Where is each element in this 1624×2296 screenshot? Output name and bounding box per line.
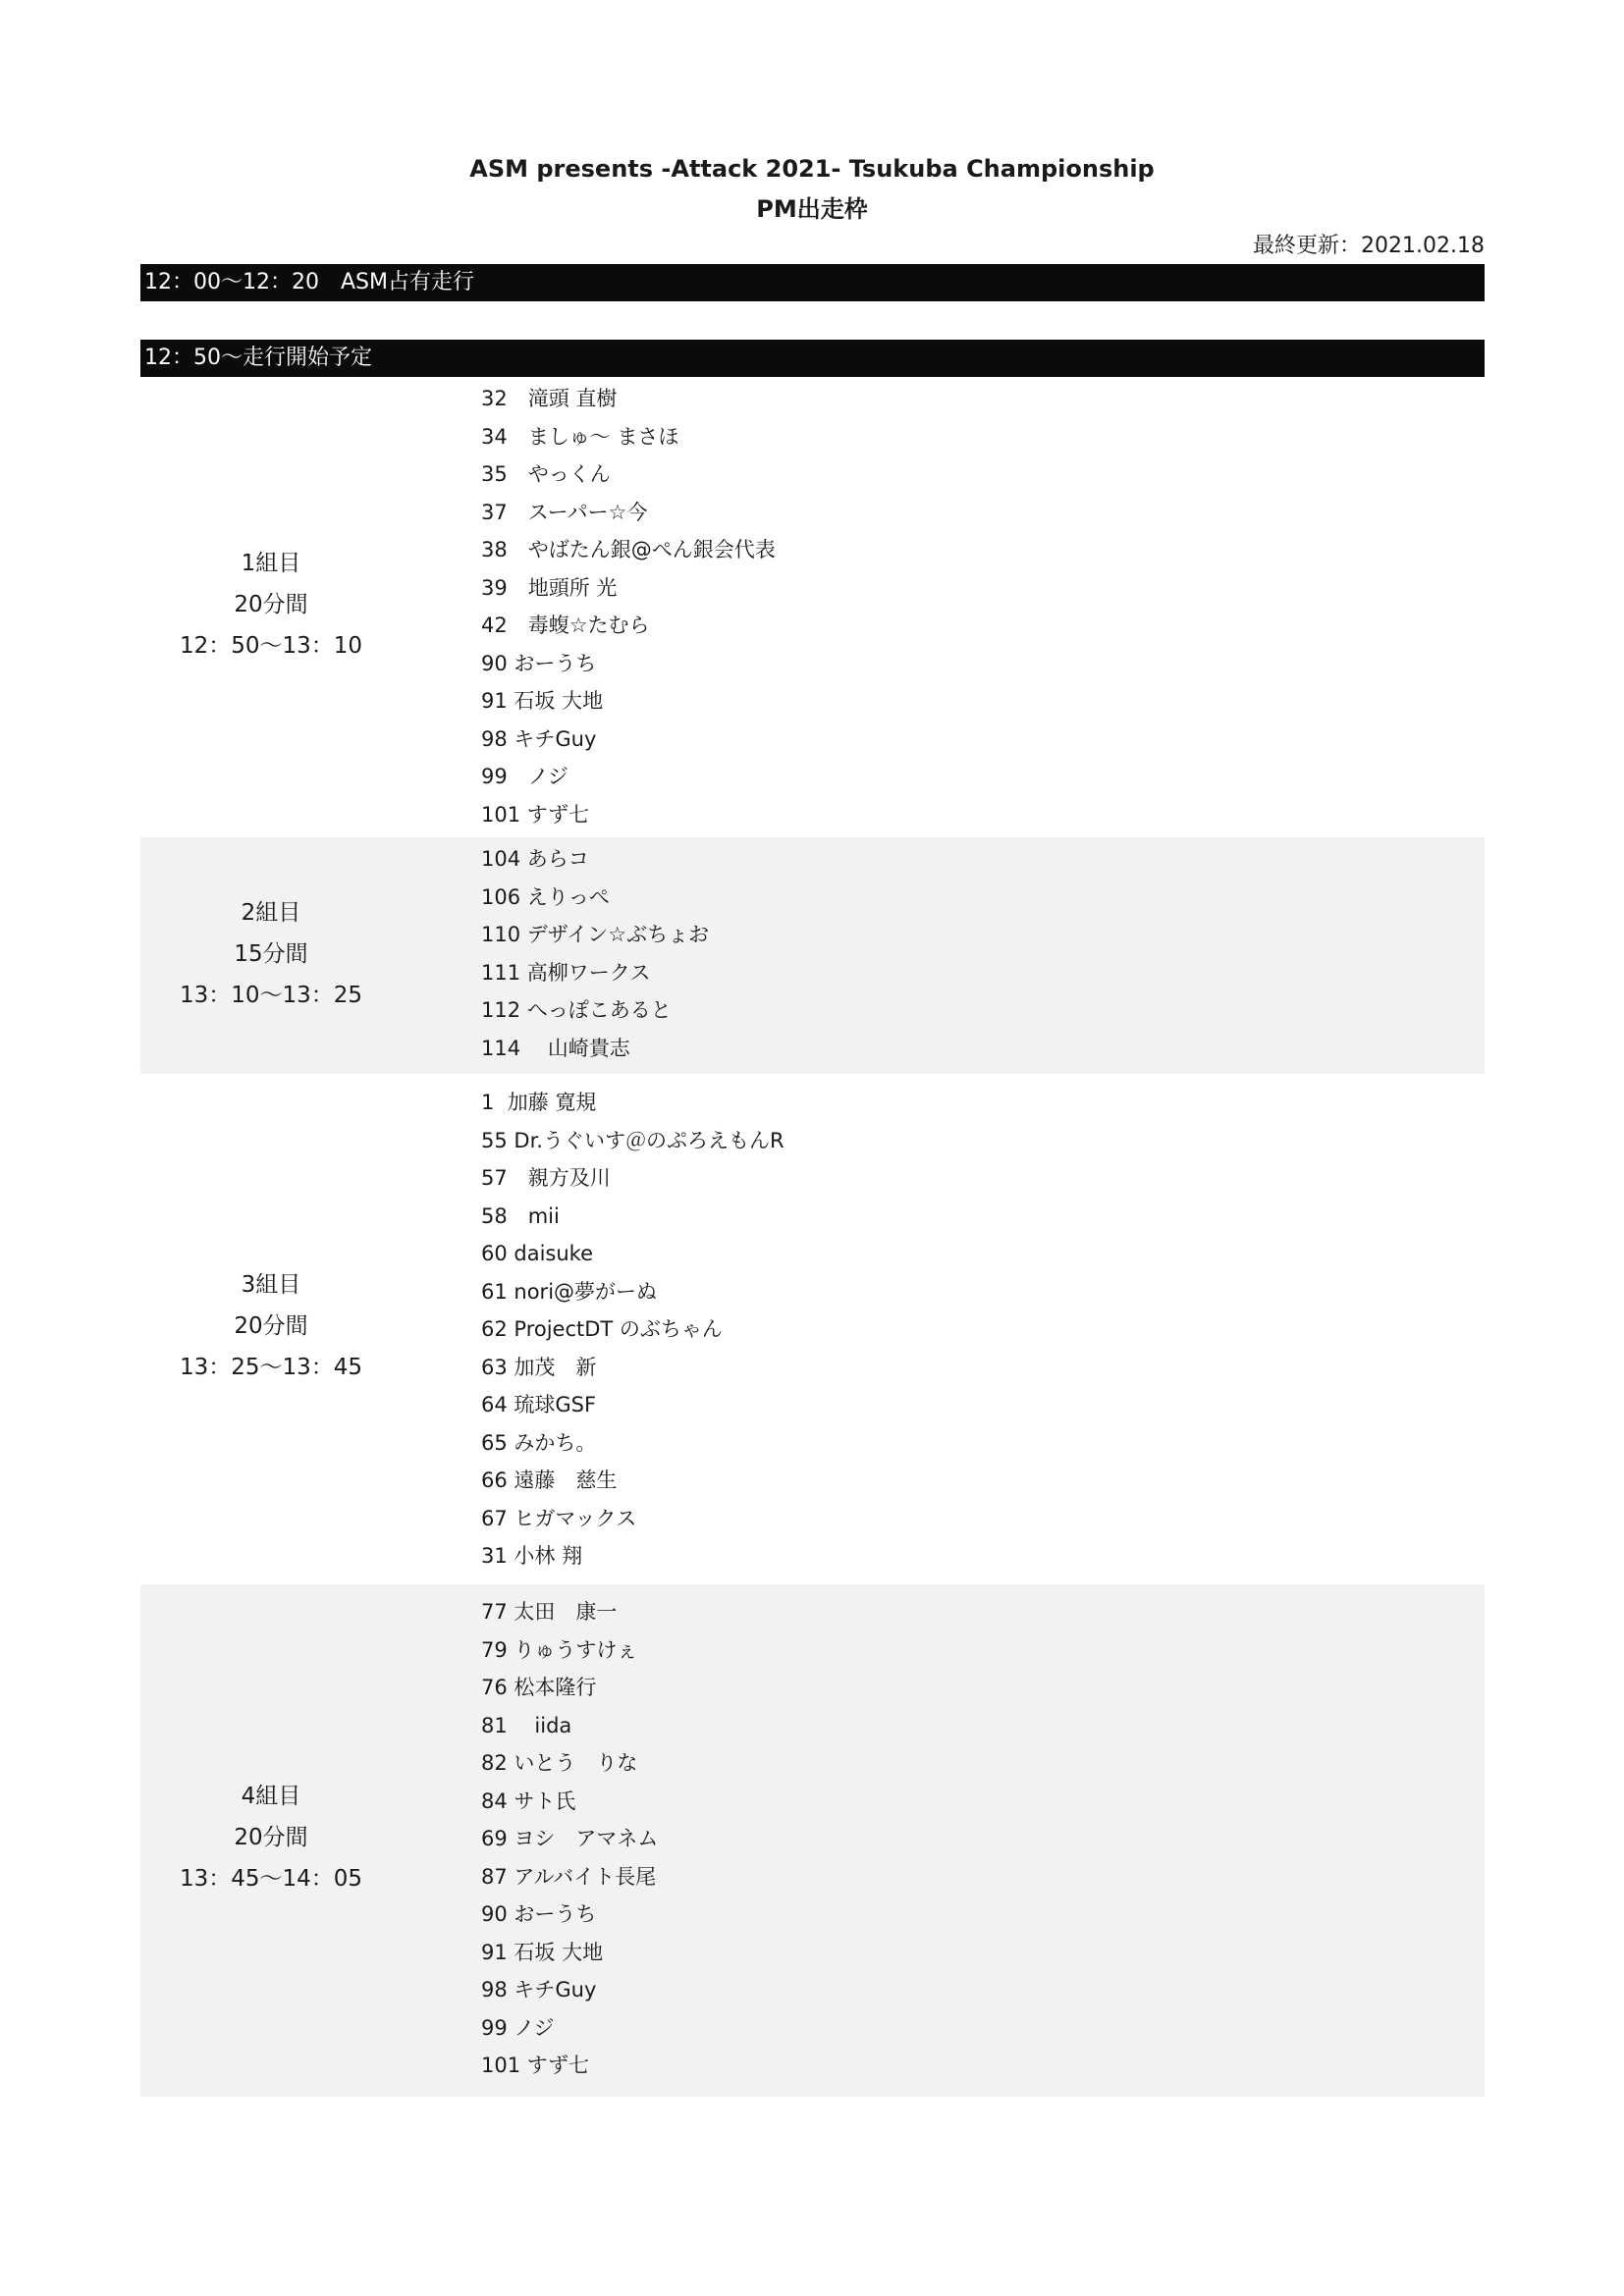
list-item: 77 太田 康一 xyxy=(481,1600,618,1624)
list-item: 79 りゅうすけぇ xyxy=(481,1637,638,1662)
list-item: 58 mii xyxy=(481,1203,560,1228)
list-item: 112 へっぽこあると xyxy=(481,998,672,1022)
list-item: 1 加藤 寛規 xyxy=(481,1091,597,1114)
list-item: 35 やっくん xyxy=(481,462,611,486)
group-name: 2組目 xyxy=(241,900,301,926)
entry-list xyxy=(481,1593,658,2085)
list-item: 114 山崎貴志 xyxy=(481,1036,630,1060)
list-item: 98 キチGuy xyxy=(481,726,597,751)
entry-list xyxy=(481,380,776,833)
group-duration: 20分間 xyxy=(234,1825,308,1850)
list-item: 65 みかち。 xyxy=(481,1430,597,1455)
list-item: 63 加茂 新 xyxy=(481,1355,597,1379)
document-title: ASM presents -Attack 2021- Tsukuba Championship xyxy=(469,155,1155,183)
list-item: 31 小林 翔 xyxy=(481,1544,583,1568)
list-item: 62 ProjectDT のぶちゃん xyxy=(481,1317,723,1341)
list-item: 76 松本隆行 xyxy=(481,1676,597,1699)
list-item: 110 デザイン☆ぶちょお xyxy=(481,923,710,946)
group-info xyxy=(140,1776,402,1899)
list-item: 69 ヨシ アマネム xyxy=(481,1827,659,1850)
list-item: 55 Dr.うぐいす＠のぷろえもんR xyxy=(481,1128,785,1152)
group-info xyxy=(140,892,402,1016)
list-item: 101 すず七 xyxy=(481,2054,589,2077)
list-item: 91 石坂 大地 xyxy=(481,1940,604,1964)
list-item: 39 地頭所 光 xyxy=(481,575,618,600)
list-item: 67 ヒガマックス xyxy=(481,1506,637,1530)
list-item: 104 あらコ xyxy=(481,847,589,871)
list-item: 98 キチGuy xyxy=(481,1978,597,2002)
group-time: 13：10～13：25 xyxy=(179,983,363,1008)
list-item: 60 daisuke xyxy=(481,1242,594,1265)
list-item: 42 毒蝮☆たむら xyxy=(481,614,650,637)
group-info xyxy=(140,1264,402,1388)
list-item: 84 サト氏 xyxy=(481,1789,576,1813)
group-name: 1組目 xyxy=(241,551,301,576)
group-duration: 15分間 xyxy=(234,941,308,967)
list-item: 99 ノジ xyxy=(481,765,568,788)
group-duration: 20分間 xyxy=(234,1313,308,1339)
entry-list xyxy=(481,840,709,1067)
list-item: 61 nori@夢がーぬ xyxy=(481,1279,658,1304)
group-duration: 20分間 xyxy=(234,592,308,617)
list-item: 38 やばたん銀@ぺん銀会代表 xyxy=(481,538,776,561)
list-item: 82 いとう りな xyxy=(481,1751,638,1775)
group-2 xyxy=(140,837,1485,1074)
group-4 xyxy=(140,1584,1485,2097)
list-item: 81 iida xyxy=(481,1713,572,1737)
group-name: 3組目 xyxy=(241,1272,301,1298)
list-item: 37 スーパー☆今 xyxy=(481,500,648,524)
list-item: 57 親方及川 xyxy=(481,1166,611,1190)
group-3 xyxy=(140,1082,1485,1580)
document-subtitle: PM出走枠 xyxy=(756,195,868,223)
group-info xyxy=(140,543,402,667)
list-item: 87 アルバイト長尾 xyxy=(481,1864,657,1889)
list-item: 90 おーうち xyxy=(481,651,597,675)
group-name: 4組目 xyxy=(241,1784,301,1809)
list-item: 64 琉球GSF xyxy=(481,1393,597,1416)
group-1 xyxy=(140,380,1485,834)
list-item: 101 すず七 xyxy=(481,802,589,827)
list-item: 32 滝頭 直樹 xyxy=(481,387,618,410)
list-item: 34 ましゅ～ まさほ xyxy=(481,424,679,449)
entry-list xyxy=(481,1084,785,1575)
list-item: 106 えりっぺ xyxy=(481,884,610,909)
list-item: 90 おーうち xyxy=(481,1902,597,1926)
section-bar-asm-session: 12：00～12：20 ASM占有走行 xyxy=(140,264,1485,301)
section-bar-start-time: 12：50～走行開始予定 xyxy=(140,340,1485,377)
group-time: 12：50～13：10 xyxy=(179,633,363,659)
list-item: 99 ノジ xyxy=(481,2015,555,2040)
list-item: 111 高柳ワークス xyxy=(481,960,651,985)
group-time: 13：45～14：05 xyxy=(179,1866,363,1892)
group-time: 13：25～13：45 xyxy=(179,1355,363,1380)
list-item: 91 石坂 大地 xyxy=(481,689,604,713)
last-updated: 最終更新：2021.02.18 xyxy=(1253,234,1485,258)
list-item: 66 遠藤 慈生 xyxy=(481,1468,618,1492)
